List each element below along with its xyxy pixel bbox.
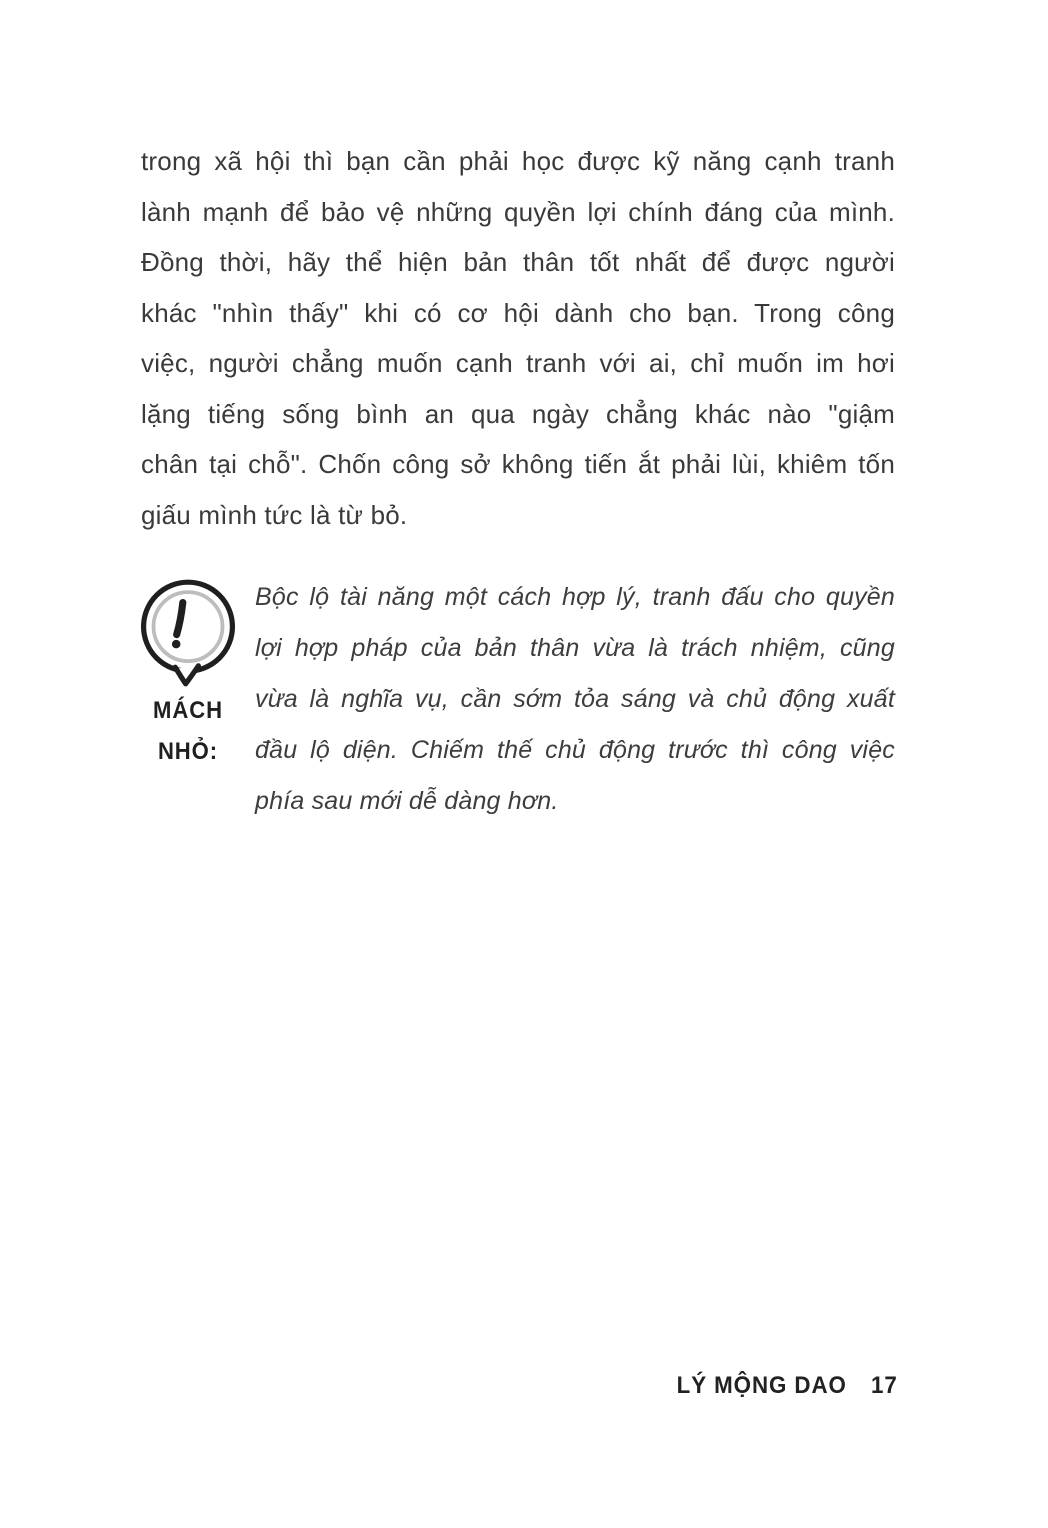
text-line: trong xã hội thì bạn cần phải học được kỹ năng cạnh tranh bbox=[141, 146, 895, 176]
text-line: phía sau mới dễ dàng hơn. bbox=[255, 787, 559, 815]
text-line: Đồng thời, hãy thể hiện bản thân tốt nhất để được người bbox=[141, 247, 895, 277]
body-paragraph bbox=[141, 136, 895, 540]
text-line: chân tại chỗ". Chốn công sở không tiến ắt phải lùi, khiêm tốn bbox=[141, 449, 895, 479]
tip-callout bbox=[136, 577, 240, 697]
text-line: lợi hợp pháp của bản thân vừa là trách nhiệm, cũng bbox=[255, 634, 895, 662]
tip-label-line2: NHỎ: bbox=[157, 738, 219, 765]
tip-label-line1: MÁCH bbox=[153, 697, 223, 724]
text-line: lành mạnh để bảo vệ những quyền lợi chính đáng của mình. bbox=[141, 196, 895, 227]
text-line: giấu mình tức là từ bỏ. bbox=[141, 499, 408, 530]
page-number: 17 bbox=[871, 1372, 898, 1399]
page-footer bbox=[677, 1372, 898, 1400]
text-line: đầu lộ diện. Chiếm thế chủ động trước thì công việc bbox=[255, 736, 895, 764]
tip-text bbox=[255, 572, 895, 827]
author-name: LÝ MỘNG DAO bbox=[676, 1372, 848, 1399]
exclamation-bubble-icon bbox=[136, 577, 240, 697]
text-line: khác "nhìn thấy" khi có cơ hội dành cho bạn. Trong công bbox=[141, 297, 895, 328]
text-line: việc, người chẳng muốn cạnh tranh với ai, chỉ muốn im hơi bbox=[141, 348, 895, 378]
text-line: Bộc lộ tài năng một cách hợp lý, tranh đấu cho quyền bbox=[255, 583, 895, 611]
text-line: vừa là nghĩa vụ, cần sớm tỏa sáng và chủ động xuất bbox=[255, 685, 895, 713]
tip-label bbox=[133, 690, 243, 772]
text-line: lặng tiếng sống bình an qua ngày chẳng khác nào "giậm bbox=[141, 398, 895, 429]
